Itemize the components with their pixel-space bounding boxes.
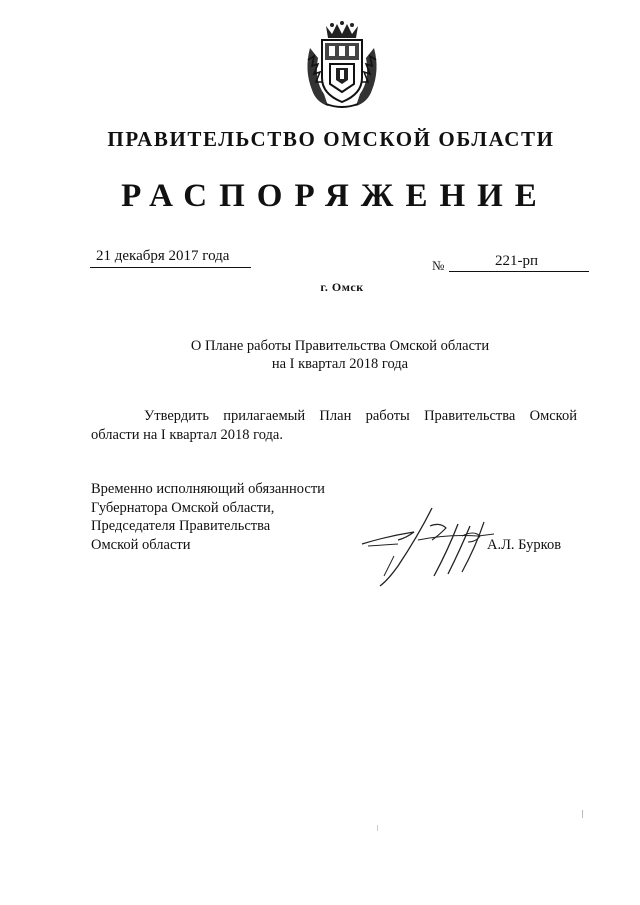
signer-title-line-3: Председателя Правительства [91, 518, 271, 534]
handwritten-signature [358, 506, 498, 590]
document-number: 221-рп [495, 253, 539, 269]
city-label: г. Омск [320, 280, 364, 294]
scan-mark [377, 825, 378, 831]
number-underline [449, 271, 589, 272]
signer-title-line-2: Губернатора Омской области, [91, 499, 275, 516]
document-subject [120, 337, 560, 373]
signer-name: А.Л. Бурков [487, 537, 562, 553]
subject-line-1: О Плане работы Правительства Омской области [190, 338, 490, 354]
organization-title: ПРАВИТЕЛЬСТВО ОМСКОЙ ОБЛАСТИ [107, 127, 555, 151]
body-line-1: Утвердить прилагаемый План работы Правительства Омской [144, 408, 577, 424]
document-date: 21 декабря 2017 года [90, 248, 251, 268]
signer-title-line-4: Омской области [91, 536, 191, 553]
number-sign: № [432, 258, 445, 273]
subject-line-2: на I квартал 2018 года [271, 356, 409, 372]
document-body [91, 407, 577, 445]
signer-title [91, 480, 325, 554]
body-line-2: области на I квартал 2018 года. [91, 427, 283, 443]
signer-title-line-1: Временно исполняющий обязанности [91, 481, 325, 497]
coat-of-arms-icon [304, 20, 380, 110]
document-type-title: РАСПОРЯЖЕНИЕ [121, 178, 549, 214]
scan-mark [582, 810, 583, 818]
